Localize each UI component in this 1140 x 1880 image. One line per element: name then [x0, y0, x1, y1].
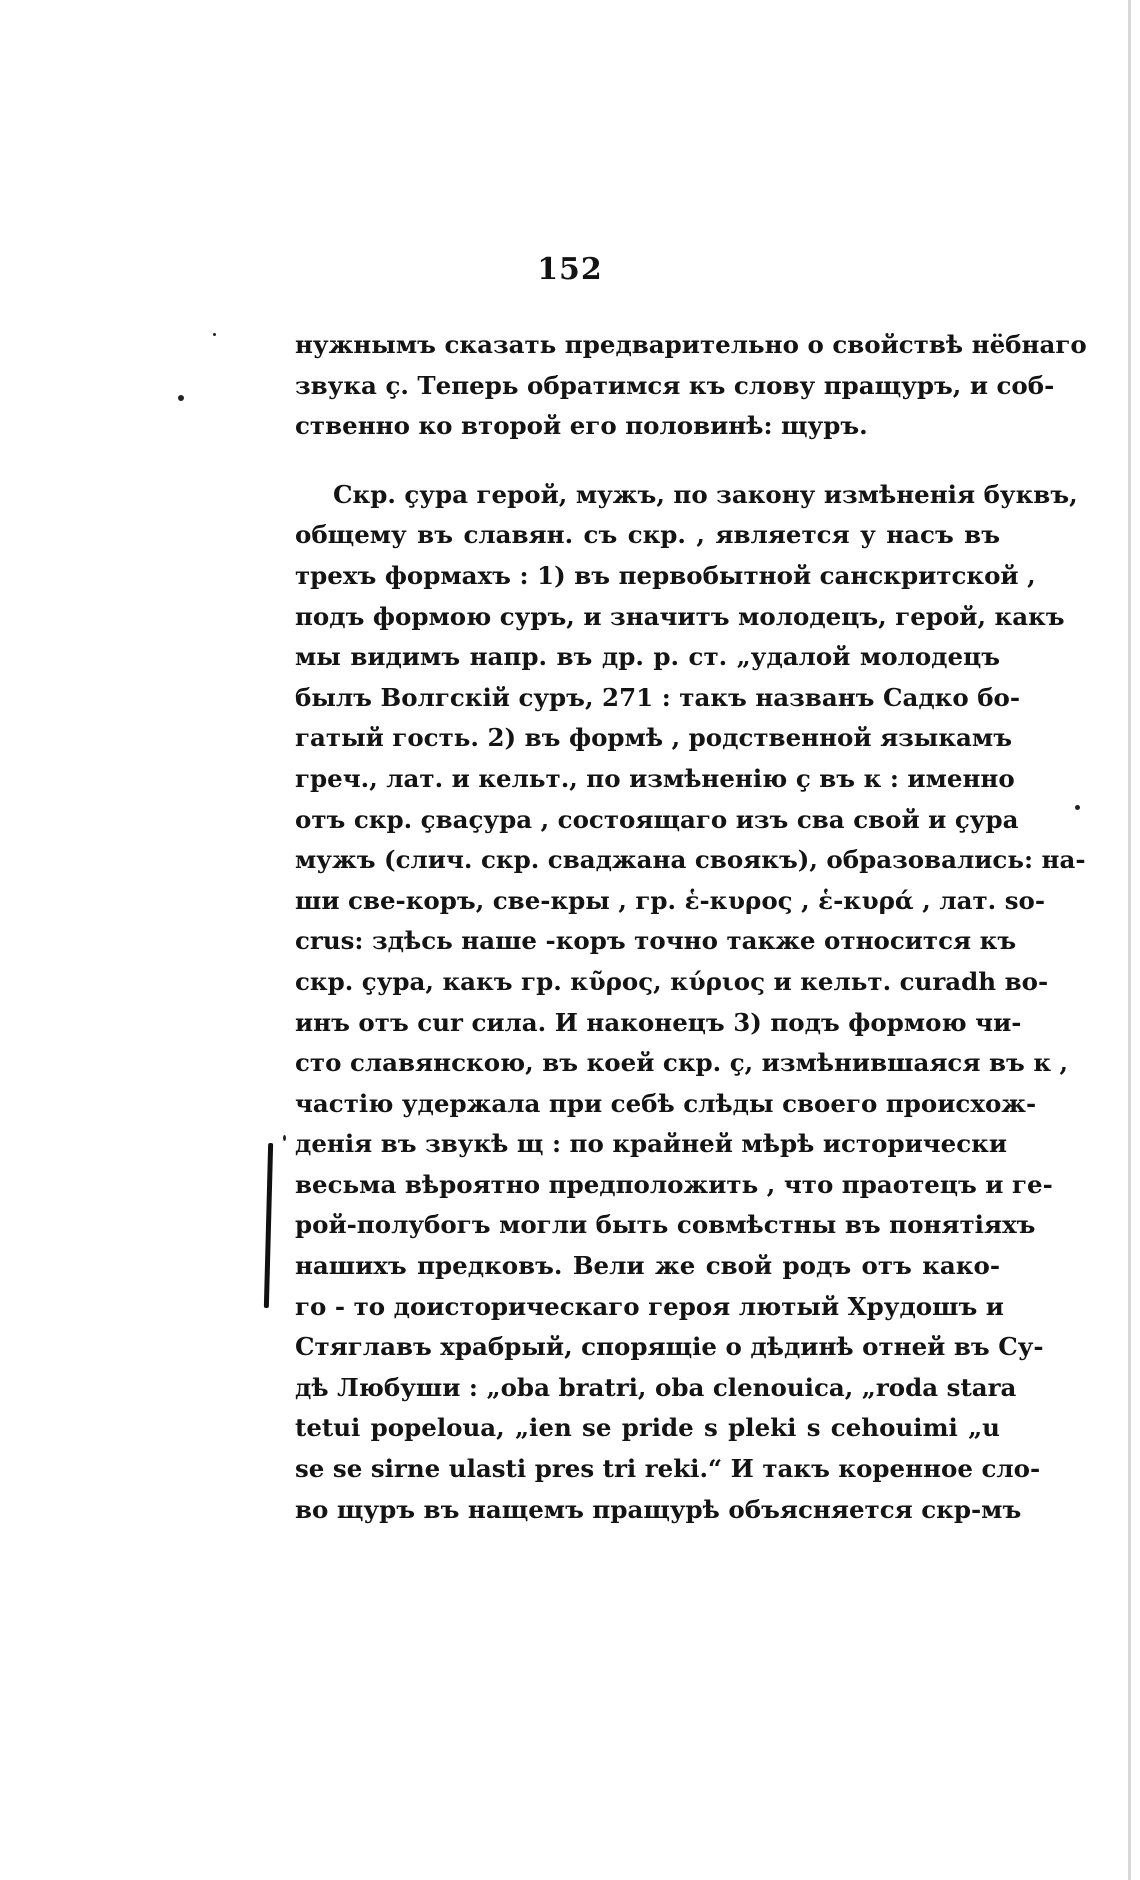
ink-speck [1075, 805, 1080, 810]
text-line: нужнымъ сказать предварительно о свойствѣ нёбнаго [295, 330, 1087, 359]
text-line: crus: здѣсь наше -коръ точно также относится къ [295, 926, 1017, 956]
text-line: во щуръ въ нащемъ пращурѣ объясняется скр-мъ [295, 1494, 1022, 1524]
text-line: гатый гость. 2) въ формѣ , родственной языкамъ [295, 723, 1013, 753]
text-line: рой-полубогъ могли быть совмѣстны въ понятіяхъ [295, 1210, 1036, 1240]
text-line: звука ç. Теперь обратимся къ слову пращуръ, и соб- [295, 370, 1055, 400]
text-line: tetui popeloua, „ien se pride s pleki s cehouimi „u [295, 1413, 1000, 1443]
text-line: греч., лат. и кельт., по измѣненію ç въ к : именно [295, 763, 1015, 793]
page-number: 152 [537, 252, 603, 287]
text-line: общему въ славян. съ скр. , является у насъ въ [295, 520, 1000, 550]
text-line: подъ формою суръ, и значитъ молодецъ, герой, какъ [295, 601, 1065, 631]
ink-speck [283, 1135, 286, 1141]
text-line: инъ отъ cur сила. И наконецъ 3) подъ формою чи- [295, 1007, 1022, 1037]
paragraph-1 [295, 325, 1087, 447]
text-line: сто славянскою, въ коей скр. ç, измѣнившаяся въ к , [295, 1048, 1069, 1078]
text-line: Стяглавъ храбрый, спорящіе о дѣдинѣ отней въ Су- [295, 1332, 1044, 1362]
paragraph-2 [295, 475, 1086, 1530]
body-text [295, 325, 1087, 1530]
text-line: ши све-коръ, све-кры , гр. ἑ-κυρος , ἑ-κυρά , лат. so- [295, 885, 1046, 915]
text-line: ственно ко второй его половинѣ: щуръ. [295, 411, 868, 441]
text-line: дѣ Любуши : „oba bratri, oba clenouica, „roda stara [295, 1372, 1017, 1402]
text-line: весьма вѣроятно предположить , что праотецъ и ге- [295, 1169, 1053, 1199]
text-line: частію удержала при себѣ слѣды своего происхож- [295, 1088, 1037, 1118]
text-line: отъ скр. çваçура , состоящаго изъ сва свой и çура [295, 804, 1019, 834]
text-line: se se sirne ulasti pres tri reki.“ И такъ коренное сло- [295, 1454, 1041, 1484]
margin-pencil-mark [264, 1143, 273, 1308]
text-line: скр. çура, какъ гр. κῦρος, κύριος и кельт. curadh во- [295, 966, 1049, 996]
text-line: мы видимъ напр. въ др. р. ст. „удалой молодецъ [295, 642, 1000, 672]
text-line: нашихъ предковъ. Вели же свой родъ отъ како- [295, 1251, 1000, 1281]
text-line: трехъ формахъ : 1) въ первобытной санскритской , [295, 560, 1036, 590]
text-line: мужъ (слич. скр. сваджана своякъ), образовались: на- [295, 845, 1086, 875]
ink-speck [213, 333, 216, 336]
text-line: Скр. çура герой, мужъ, по закону измѣненія буквъ, [333, 479, 1078, 509]
paragraph-gap [295, 447, 1000, 475]
text-line: денія въ звукѣ щ : по крайней мѣрѣ исторически [295, 1129, 1008, 1159]
ink-speck [178, 395, 184, 401]
text-line: го - то доисторическаго героя лютый Хрудошъ и [295, 1291, 1004, 1321]
text-line: былъ Волгскій суръ, 271 : такъ названъ Садко бо- [295, 682, 1021, 712]
